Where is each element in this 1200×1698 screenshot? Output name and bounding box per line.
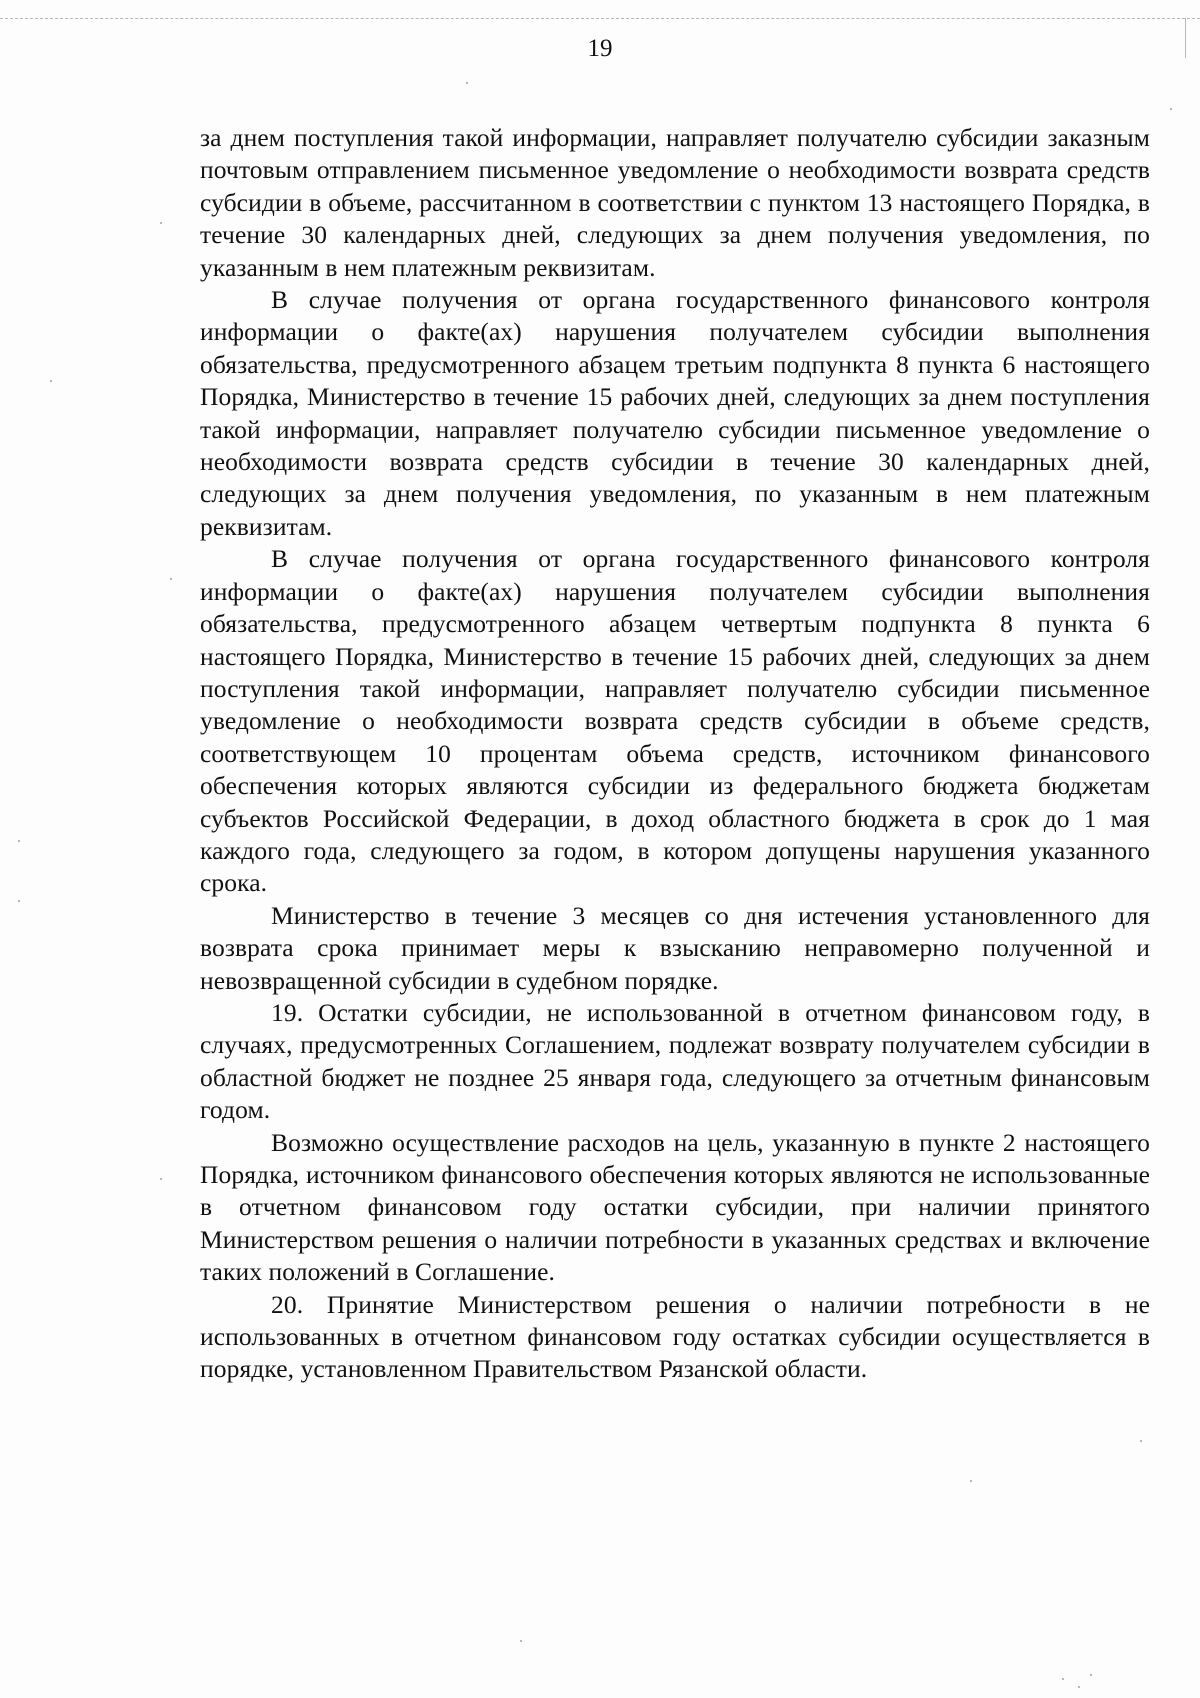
scan-speck [160,1178,162,1180]
page-number: 19 [587,35,613,62]
scan-speck [50,380,52,382]
scan-edge-top [0,18,1200,19]
scan-speck [1140,1440,1142,1442]
scan-speck [970,1480,972,1482]
scan-speck [520,1640,522,1642]
scan-speck [18,840,20,842]
paragraph-violation-third: В случае получения от органа государственного финансового контроля информации о факте(ах) нарушения получателем субсидии выполнения обязательства, предусмотренного абзацем третьим подпункта 8 пункта 6 настоящего Порядка, Министерство в течение 15 рабочих дней, следующих за днем поступления такой информации, направляет получателю субсидии письменное уведомление о необходимости возврата средств субсидии в течение 30 календарных дней, следующих за днем получения уведомления, по указанным в нем платежным реквизитам. [200,285,1150,541]
paragraph-violation-fourth: В случае получения от органа государственного финансового контроля информации о факте(ах) нарушения получателем субсидии выполнения обязательства, предусмотренного абзацем четвертым подпункта 8 пункта 6 настоящего Порядка, Министерство в течение 15 рабочих дней, следующих за днем поступления такой информации, направляет получателю субсидии письменное уведомление о необходимости возврата средств субсидии в объеме средств, соответствующем 10 процентам объема средств, источником финансового обеспечения которых являются субсидии из федерального бюджета бюджетам субъектов Российской Федерации, в доход областного бюджета в срок до 1 мая каждого года, следующего за годом, в котором допущены нарушения указанного срока. [200,544,1150,898]
paragraph-expenses-possible: Возможно осуществление расходов на цель, указанную в пункте 2 настоящего Порядка, источником финансового обеспечения которых являются не использованные в отчетном финансовом году остатки субсидии, при наличии принятого Министерством решения о наличии потребности в указанных средствах и включение таких положений в Соглашение. [200,1127,1150,1287]
paragraph-item-20: 20. Принятие Министерством решения о наличии потребности в не использованных в отчетном финансовом году остатках субсидии осуществляется в порядке, установленном Правительством Рязанской области. [200,1289,1150,1384]
scan-speck [18,900,20,902]
scan-speck [466,82,468,84]
scan-speck [1078,1686,1080,1688]
document-body [200,122,1150,1386]
scan-speck [160,222,162,224]
paragraph-item-19: 19. Остатки субсидии, не использованной в отчетном финансовом году, в случаях, предусмотренных Соглашением, подлежат возврату получателем субсидии в областной бюджет не позднее 25 января года, следующего за отчетным финансовым годом. [200,997,1150,1125]
paragraph-continuation: за днем поступления такой информации, направляет получателю субсидии заказным почтовым отправлением письменное уведомление о необходимости возврата средств субсидии в объеме, рассчитанном в соответствии с пунктом 13 настоящего Порядка, в течение 30 календарных дней, следующих за днем получения уведомления, по указанным в нем платежным реквизитам. [200,123,1150,282]
scan-speck [1090,1674,1092,1676]
scan-speck [1062,1678,1064,1680]
paragraph-court-recovery: Министерство в течение 3 месяцев со дня истечения установленного для возврата срока принимает меры к взысканию неправомерно полученной и невозвращенной субсидии в судебном порядке. [200,900,1150,995]
scan-speck [170,578,172,580]
scan-speck [1170,108,1172,110]
